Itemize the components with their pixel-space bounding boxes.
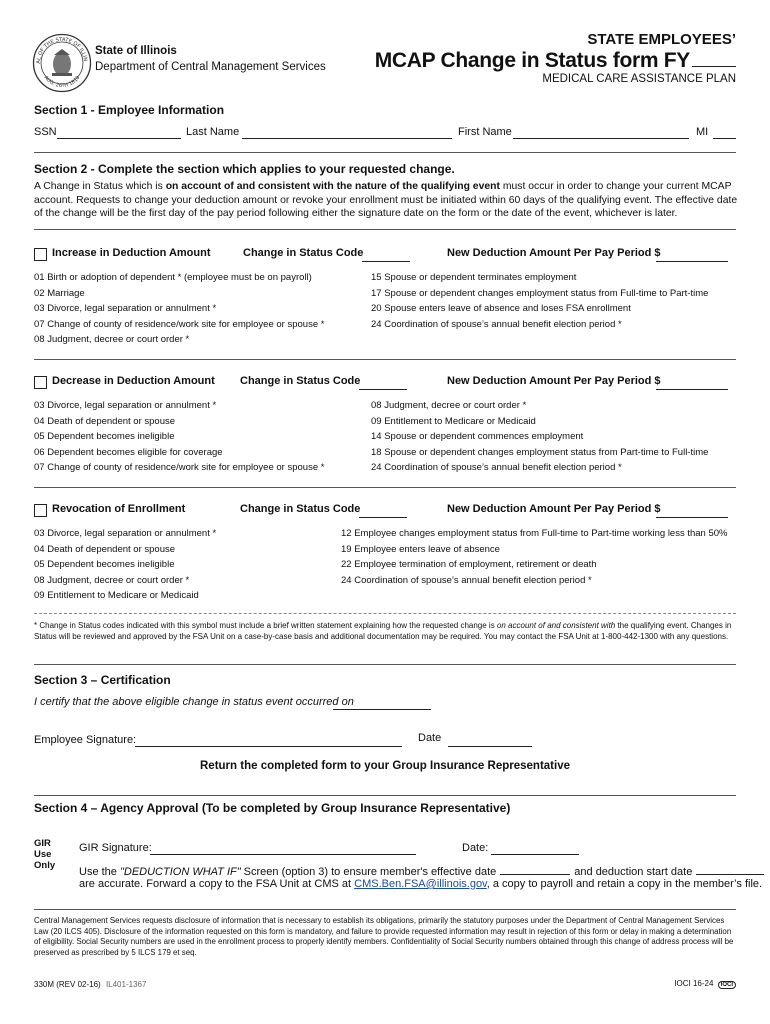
decrease-title: Decrease in Deduction Amount — [52, 375, 215, 387]
last-name-label: Last Name — [186, 126, 240, 138]
list-item: 04 Death of dependent or spouse — [34, 415, 176, 427]
instruction-text-2: , a copy to payroll and retain a copy in the member’s file. — [486, 878, 763, 890]
ioci-code: IOCI 16-24 — [674, 979, 714, 988]
list-item: 15 Spouse or dependent terminates employment — [371, 272, 577, 283]
section4-title: Section 4 – Agency Approval (To be completed by Group Insurance Representative) — [34, 801, 511, 815]
mi-field[interactable] — [713, 138, 736, 139]
list-item: 24 Coordination of spouse’s annual benefit election period * — [371, 462, 622, 473]
list-item: 24 Coordination of spouse’s annual benefit election period * — [371, 318, 622, 330]
revocation-right-list — [341, 526, 741, 588]
form-title-row — [375, 49, 736, 73]
intro-text-2: must occur in order to change your current MCAP account. Requests to change your deduction amount or revoke your enrollment must be initiated within 60 days of the qualifying event. The effective date of the change will be the first day of the pay period following either the signature date on the form or the date of the event, whichever is later. — [34, 181, 738, 220]
gir-signature-field[interactable] — [150, 854, 416, 855]
list-item: 02 Marriage — [34, 287, 85, 299]
disclosure-text: Central Management Services requests disclosure of information that is necessary to establish its obligations, primarily the statutory purposes under the Department of Central Management Services Law (20 ILCS 405). Disclosure of the information requested on this form is mandatory, and failure to provide requested information may result in rejection of this form or delay in making a determination of eligibility. Social Security numbers are used in the enrollment process to properly identify members. Confidentiality of Social Security numbers obtained through this change of address process will be preserved as prescribed by 5 ILCS 179 et seq. — [34, 916, 734, 957]
instruction-text: are accurate. Forward a copy to the FSA Unit at CMS at — [79, 878, 355, 890]
list-item: 08 Judgment, decree or court order * — [34, 334, 190, 345]
list-item: 05 Dependent becomes ineligible — [34, 559, 175, 570]
decrease-checkbox[interactable] — [34, 376, 47, 389]
form-id: 330M (REV 02-16) — [34, 980, 101, 989]
revocation-left-list — [34, 526, 334, 604]
ssn-label: SSN — [34, 126, 57, 138]
decrease-right-list — [371, 398, 741, 476]
form-code: IL401-1367 — [105, 980, 147, 989]
list-item: 24 Coordination of spouse’s annual benefit election period * — [341, 574, 592, 586]
divider — [34, 664, 736, 665]
increase-right-list — [371, 270, 741, 332]
org-department: Department of Central Management Services — [95, 61, 326, 73]
revocation-code-label: Change in Status Code — [240, 503, 361, 515]
section1-title: Section 1 - Employee Information — [34, 103, 225, 117]
revocation-checkbox[interactable] — [34, 504, 47, 517]
divider — [34, 795, 736, 796]
seal-bottom-text: AUG. 26TH 1818 — [42, 74, 82, 90]
divider — [34, 359, 736, 360]
ssn-field[interactable] — [57, 138, 181, 139]
intro-text: A Change in Status which is — [34, 181, 166, 192]
decrease-amount-label: New Deduction Amount Per Pay Period $ — [447, 375, 661, 387]
gir-instruction-line2 — [79, 878, 762, 890]
section3-title: Section 3 – Certification — [34, 673, 171, 687]
list-item: 07 Change of county of residence/work site for employee or spouse * — [34, 462, 325, 473]
increase-title: Increase in Deduction Amount — [52, 247, 211, 259]
employee-signature-label: Employee Signature: — [34, 734, 137, 746]
revocation-amount-field[interactable] — [656, 517, 728, 518]
divider — [34, 909, 736, 910]
revocation-title: Revocation of Enrollment — [52, 503, 186, 515]
first-name-label: First Name — [458, 126, 512, 138]
divider — [34, 487, 736, 488]
section2-intro — [34, 180, 739, 221]
list-item: 09 Entitlement to Medicare or Medicaid — [34, 590, 199, 601]
list-item: 20 Spouse enters leave of absence and loses FSA enrollment — [371, 303, 631, 314]
date-label: Date — [418, 732, 442, 744]
instruction-text: Use the — [79, 866, 120, 878]
state-seal — [32, 33, 92, 93]
mi-label: MI — [696, 126, 709, 138]
increase-amount-field[interactable] — [656, 261, 728, 262]
increase-left-list — [34, 270, 364, 348]
footnote-text: * Change in Status codes indicated with this symbol must include a brief written statement explaining how the requested change is — [34, 621, 497, 630]
instruction-italic: "DEDUCTION WHAT IF" — [119, 866, 241, 878]
return-instruction: Return the completed form to your Group Insurance Representative — [200, 760, 570, 772]
list-item: 14 Spouse or dependent commences employment — [371, 431, 584, 442]
section2-title: Section 2 - Complete the section which applies to your requested change. — [34, 162, 455, 176]
list-item: 03 Divorce, legal separation or annulment * — [34, 400, 217, 411]
list-item: 08 Judgment, decree or court order * — [34, 574, 190, 586]
svg-text:AUG. 26TH 1818 — [43, 75, 82, 89]
form-title: MCAP Change in Status form FY — [374, 49, 690, 72]
gir-date-field[interactable] — [491, 854, 579, 855]
form-subtitle: MEDICAL CARE ASSISTANCE PLAN — [542, 73, 736, 85]
seal-top-text: AL OF THE STATE OF ILLIN — [35, 36, 88, 64]
list-item: 17 Spouse or dependent changes employment status from Full-time to Part-time — [371, 287, 709, 299]
fy-field[interactable] — [692, 50, 736, 67]
list-item: 05 Dependent becomes ineligible — [34, 431, 175, 442]
decrease-code-field[interactable] — [359, 389, 407, 390]
intro-bold: on account of and consistent with the nature of the qualifying event — [165, 181, 500, 192]
list-item: 04 Death of dependent or spouse — [34, 543, 176, 555]
list-item: 03 Divorce, legal separation or annulment * — [34, 528, 217, 539]
list-item: 08 Judgment, decree or court order * — [371, 400, 527, 411]
ioci-logo: IOCI — [718, 981, 736, 989]
divider — [34, 152, 736, 153]
list-item: 03 Divorce, legal separation or annulment * — [34, 303, 217, 314]
first-name-field[interactable] — [513, 138, 689, 139]
decrease-amount-field[interactable] — [656, 389, 728, 390]
employee-signature-field[interactable] — [135, 746, 402, 747]
list-item: 06 Dependent becomes eligible for coverage — [34, 446, 223, 458]
org-name: State of Illinois — [95, 45, 177, 57]
effective-date-field[interactable] — [500, 864, 570, 875]
decrease-code-label: Change in Status Code — [240, 375, 361, 387]
increase-code-label: Change in Status Code — [243, 247, 364, 259]
form-kicker: STATE EMPLOYEES’ — [587, 31, 736, 48]
footnote-italic: on account of and consistent with — [496, 621, 616, 630]
footnote-text-2: the qualifying event. Changes in Status will be reviewed and approved by the FSA Unit on a case-by-case basis and additional documentation may be required. You may contact the FSA Unit at 1-800-442-1300 with any questions. — [34, 621, 732, 641]
increase-code-field[interactable] — [362, 261, 410, 262]
fsa-email-link[interactable]: CMS.Ben.FSA@illinois.gov — [354, 878, 487, 890]
increase-amount-label: New Deduction Amount Per Pay Period $ — [447, 247, 661, 259]
revocation-amount-label: New Deduction Amount Per Pay Period $ — [447, 503, 661, 515]
gir-signature-label: GIR Signature: — [79, 842, 152, 854]
revocation-code-field[interactable] — [359, 517, 407, 518]
deduction-start-date-field[interactable] — [696, 864, 764, 875]
divider — [34, 229, 736, 230]
instruction-text-3: and deduction start date — [574, 866, 693, 878]
instruction-text-2: Screen (option 3) to ensure member's effective date — [240, 866, 497, 878]
increase-checkbox[interactable] — [34, 248, 47, 261]
list-item: 12 Employee changes employment status from Full-time to Part-time working less than 50% — [341, 528, 728, 539]
signature-date-field[interactable] — [448, 746, 532, 747]
list-item: 09 Entitlement to Medicare or Medicaid — [371, 415, 536, 427]
gir-use-only-label: GIR Use Only — [34, 838, 56, 871]
list-item: 19 Employee enters leave of absence — [341, 543, 500, 555]
list-item: 01 Birth or adoption of dependent * (employee must be on payroll) — [34, 272, 312, 283]
footnote — [34, 621, 739, 642]
list-item: 18 Spouse or dependent changes employment status from Part-time to Full-time — [371, 446, 709, 458]
event-date-field[interactable] — [333, 709, 431, 710]
decrease-left-list — [34, 398, 364, 476]
ioci-number — [674, 979, 736, 989]
list-item: 22 Employee termination of employment, retirement or death — [341, 559, 597, 570]
list-item: 07 Change of county of residence/work site for employee or spouse * — [34, 318, 325, 330]
last-name-field[interactable] — [242, 138, 452, 139]
form-number — [34, 980, 146, 989]
gir-date-label: Date: — [462, 842, 489, 854]
gir-instruction-line1 — [79, 864, 764, 878]
divider — [34, 613, 736, 614]
certify-text: I certify that the above eligible change in status event occurred on — [34, 696, 354, 708]
